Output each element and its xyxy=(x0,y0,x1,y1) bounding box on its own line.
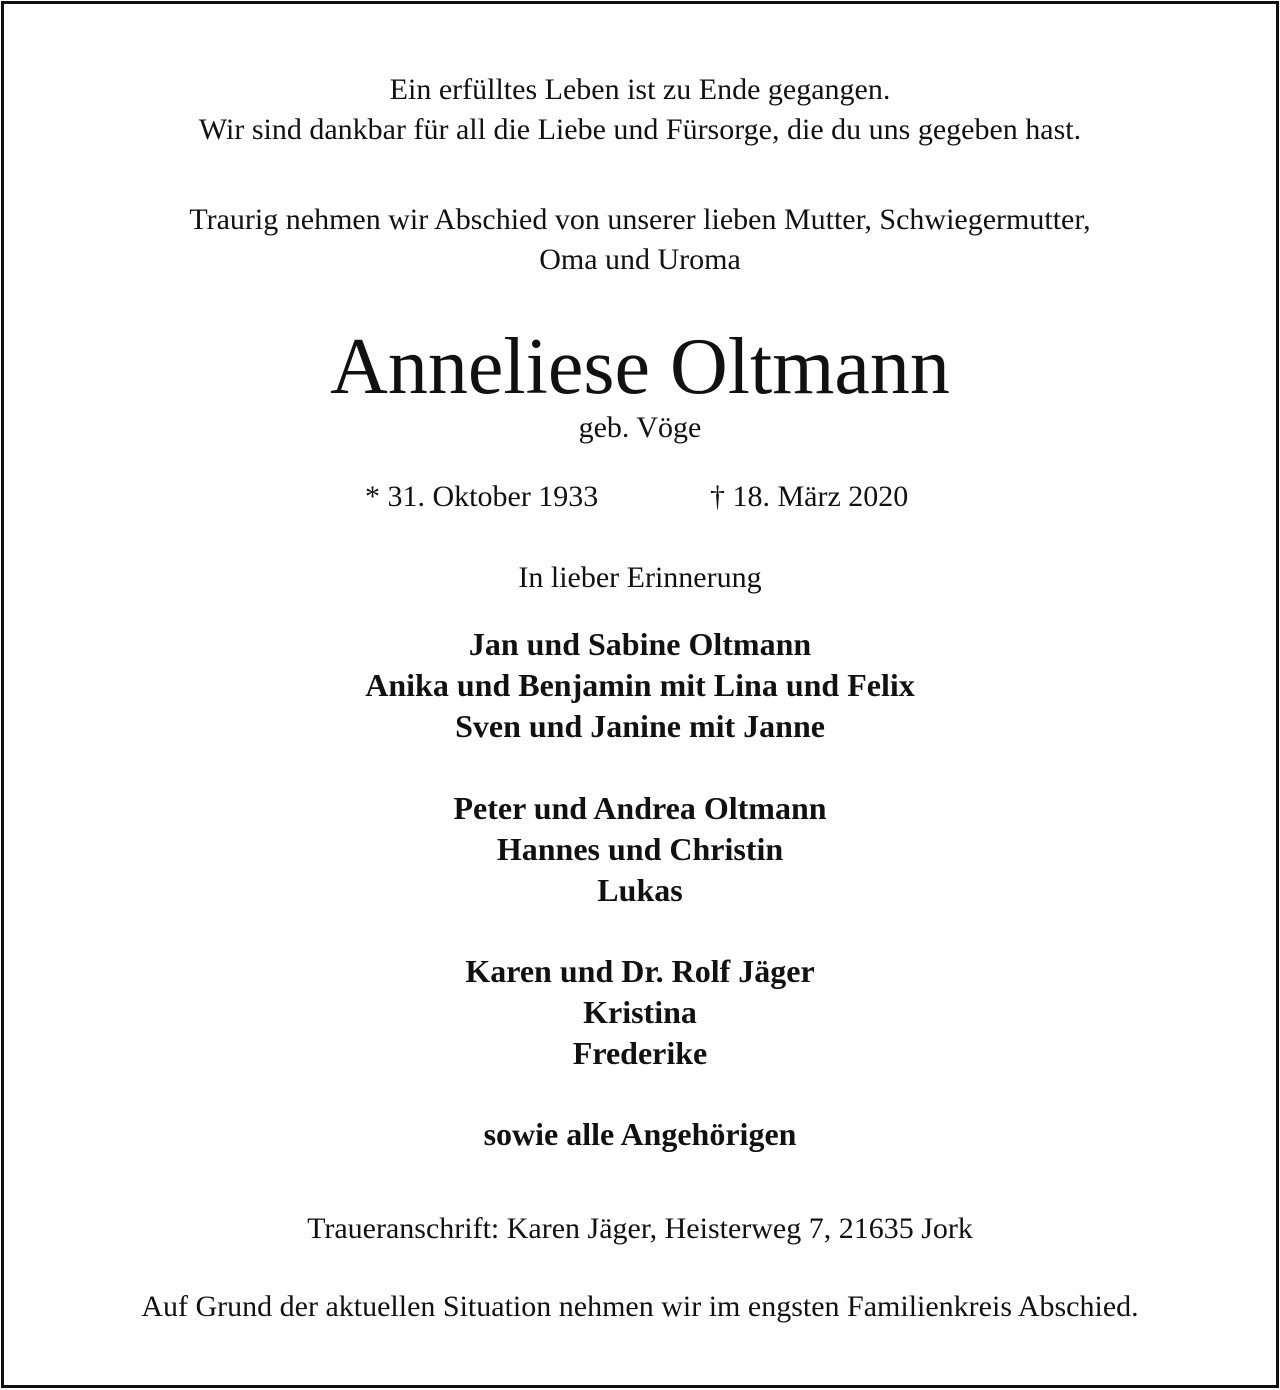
family-member-line: Sven und Janine mit Janne xyxy=(455,708,825,744)
death-date: † 18. März 2020 xyxy=(710,480,909,513)
intro-verse xyxy=(4,70,1276,150)
family-group xyxy=(4,788,1276,911)
family-member-line: Kristina xyxy=(583,994,697,1030)
relatives-line: sowie alle Angehörigen xyxy=(483,1116,797,1152)
deceased-name: Anneliese Oltmann xyxy=(330,323,950,411)
family-member-line: Hannes und Christin xyxy=(496,831,784,867)
farewell-line: Traurig nehmen wir Abschied von unserer lieben Mutter, Schwiegermutter, xyxy=(189,203,1091,236)
farewell-line: Oma und Uroma xyxy=(539,243,741,276)
family-group xyxy=(4,951,1276,1074)
closing-note: Auf Grund der aktuellen Situation nehmen wir im engsten Familienkreis Abschied. xyxy=(141,1290,1139,1323)
maiden-name: geb. Vöge xyxy=(578,411,702,444)
intro-line: Wir sind dankbar für all die Liebe und Fürsorge, die du uns gegeben hast. xyxy=(198,113,1082,146)
family-member-line: Lukas xyxy=(597,872,683,908)
family-member-line: Anika und Benjamin mit Lina und Felix xyxy=(365,667,915,703)
obituary-notice xyxy=(1,1,1279,1388)
birth-date: * 31. Oktober 1933 xyxy=(365,480,599,513)
family-group xyxy=(4,624,1276,747)
family-member-line: Peter und Andrea Oltmann xyxy=(453,790,827,826)
life-dates xyxy=(4,477,1276,517)
family-member-line: Karen und Dr. Rolf Jäger xyxy=(465,953,815,989)
family-member-line: Frederike xyxy=(572,1035,708,1071)
farewell-text xyxy=(4,200,1276,280)
family-member-line: Jan und Sabine Oltmann xyxy=(468,626,812,662)
mourning-address: Traueranschrift: Karen Jäger, Heisterweg 7, 21635 Jork xyxy=(307,1212,973,1245)
memory-phrase: In lieber Erinnerung xyxy=(518,561,762,594)
intro-line: Ein erfülltes Leben ist zu Ende gegangen. xyxy=(389,73,891,106)
